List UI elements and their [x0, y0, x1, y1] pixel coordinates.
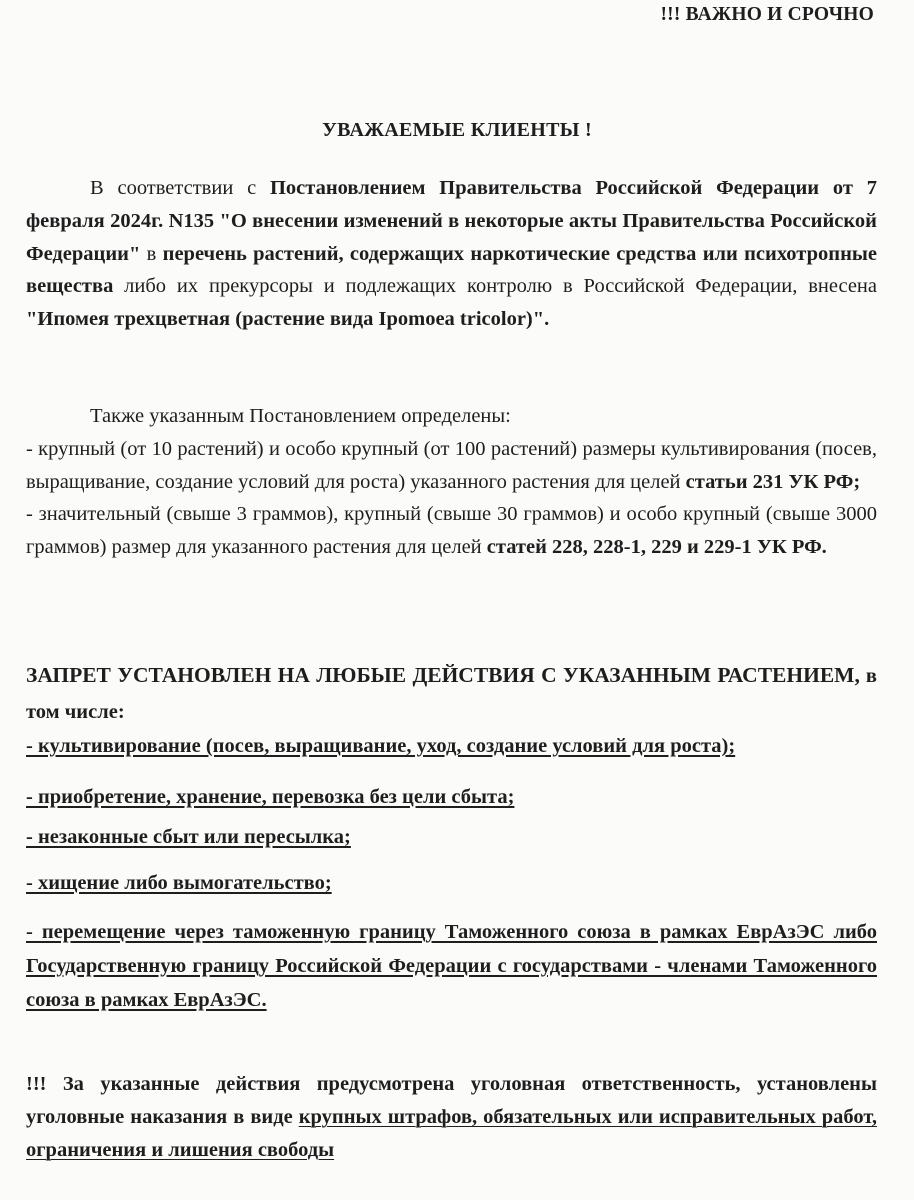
article-reference: статей 228, 228-1, 229 и 229-1 УК РФ.: [486, 536, 827, 559]
plant-name: "Ипомея трехцветная (растение вида Ipomoea tricolor)".: [26, 308, 550, 331]
warning-text: !!! За указанные действия предусмотрена уголовная ответственность, установлены уголовные наказания в виде: [26, 1073, 877, 1128]
ban-item-acquisition: - приобретение, хранение, перевозка без цели сбыта;: [26, 786, 515, 808]
ban-heading: [26, 658, 877, 730]
decree-reference: Постановлением Правительства Российской Федерации от 7 февраля 2024г. N135 "О внесении изменений в некоторые акты Правительства Российской Федерации": [26, 177, 877, 265]
text: В соответствии с: [90, 177, 270, 199]
text: в: [140, 242, 163, 265]
paragraph-sizes: [26, 400, 877, 564]
text: - крупный (от 10 растений) и особо крупный (от 100 растений) размеры культивирования (посев, выращивание, создание условий для роста) указанного растения для целей: [26, 437, 877, 493]
text: либо их прекурсоры и подлежащих контролю в Российской Федерации, внесена: [113, 275, 877, 298]
ban-item-sale: - незаконные сбыт или пересылка;: [26, 826, 351, 848]
sizes-item-cultivation: [26, 433, 877, 499]
ban-heading-tail: в том числе:: [26, 665, 877, 723]
sizes-item-weight: [26, 498, 877, 564]
paragraph-warning: [26, 1068, 877, 1166]
ban-item-theft: - хищение либо вымогательство;: [26, 872, 332, 894]
ban-item-cultivation: - культивирование (посев, выращивание, уход, создание условий для роста);: [26, 735, 736, 757]
paragraph-decree: [26, 172, 877, 336]
plant-list-reference: перечень растений, содержащих наркотические средства или психотропные вещества: [26, 242, 877, 298]
penalties: крупных штрафов, обязательных или исправительных работ, ограничения и лишения свободы: [26, 1105, 877, 1161]
article-reference: статьи 231 УК РФ;: [685, 470, 861, 493]
ban-heading-caps: ЗАПРЕТ УСТАНОВЛЕН НА ЛЮБЫЕ ДЕЙСТВИЯ С УКАЗАННЫМ РАСТЕНИЕМ,: [26, 663, 860, 687]
text: - значительный (свыше 3 граммов), крупный (свыше 30 граммов) и особо крупный (свыше 3000 граммов) размер для указанного растения для целей: [26, 503, 877, 559]
document-title: УВАЖАЕМЫЕ КЛИЕНТЫ !: [322, 119, 592, 141]
sizes-intro: Также указанным Постановлением определены:: [90, 405, 511, 427]
ban-item-border: - перемещение через таможенную границу Таможенного союза в рамках ЕврАзЭС либо Государственную границу Российской Федерации с государствами - членами Таможенного союза в рамках ЕврАзЭС.: [26, 921, 877, 1011]
urgent-note: !!! ВАЖНО И СРОЧНО: [660, 4, 874, 25]
